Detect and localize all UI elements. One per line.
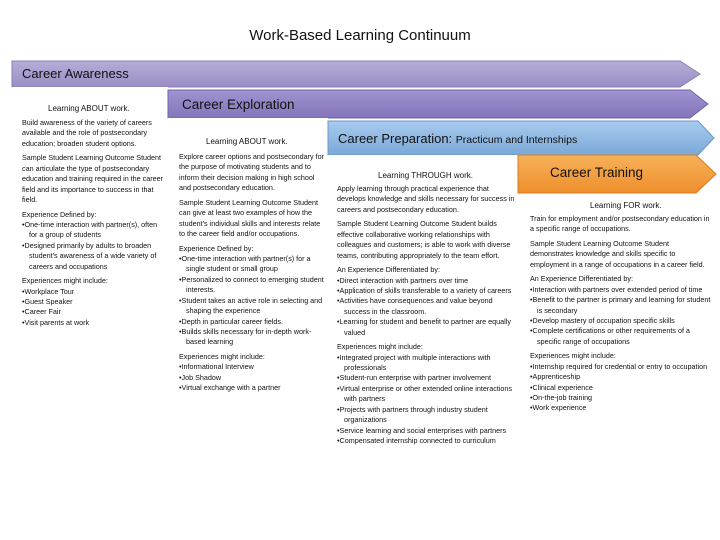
list-item: • One-time interaction with partner(s), often for a group of students [22, 220, 165, 241]
list-item: • Apprenticeship [530, 372, 712, 382]
exploration-learning: Learning ABOUT work. [206, 137, 288, 146]
exploration-heading: Career Exploration [182, 97, 295, 112]
list-item: • Interaction with partners over extended period of time [530, 285, 712, 295]
awareness-column [22, 118, 165, 332]
awareness-intro: Build awareness of the variety of careers available and the role of postsecondary education; broaden student options. [22, 118, 152, 148]
exploration-examples-label: Experiences might include: [179, 351, 265, 361]
preparation-outcome: Sample Student Learning Outcome Student builds effective collaborative working relationships with colleagues and customers; is able to work with diverse teams, contributing appropriately to the team effort. [337, 219, 511, 260]
preparation-heading [338, 131, 577, 146]
list-item: • Projects with partners through industry student organizations [337, 405, 517, 426]
list-item: • Personalized to connect to emerging student interests. [179, 275, 325, 296]
exploration-intro: Explore career options and postsecondary for the purpose of motivating students and to inform their decision making in high school and postsecondary education. [179, 152, 325, 193]
list-item: • Integrated project with multiple interactions with professionals [337, 353, 517, 374]
training-column [530, 214, 712, 418]
awareness-heading: Career Awareness [22, 66, 129, 81]
exploration-column [179, 152, 325, 398]
training-examples-label: Experiences might include: [530, 351, 616, 361]
training-outcome: Sample Student Learning Outcome Student demonstrates knowledge and skills specific to employment in a range of occupations in a career field. [530, 238, 705, 269]
list-item: • Student-run enterprise with partner involvement [337, 373, 517, 383]
list-item: • Designed primarily by adults to broaden student’s awareness of a wide variety of careers and occupations [22, 241, 165, 272]
preparation-intro: Apply learning through practical experience that develops knowledge and skills necessary for success in careers and postsecondary education. [337, 184, 515, 214]
list-item: • Job Shadow [179, 373, 325, 383]
list-item: • One-time interaction with partner(s) for a single student or small group [179, 254, 325, 275]
preparation-subheading: Practicum and Internships [455, 134, 578, 146]
preparation-examples-label: Experiences might include: [337, 342, 423, 352]
list-item: • Complete certifications or other requirements of a specific range of occupations [530, 326, 712, 347]
exploration-outcome: Sample Student Learning Outcome Student can give at least two examples of how the student’s individual skills and interests relate to the career field and/or occupations. [179, 197, 321, 239]
list-item: • Learning for student and benefit to partner are equally valued [337, 317, 517, 338]
preparation-defined-label: An Experience Differentiated by: [337, 265, 440, 275]
training-defined-list [530, 285, 712, 348]
list-item: • Compensated internship connected to curriculum [337, 436, 517, 446]
awareness-outcome: Sample Student Learning Outcome Student can articulate the type of postsecondary education and training required in the career field and its importance to success in that field. [22, 153, 164, 205]
preparation-heading-main: Career Preparation: [338, 131, 453, 146]
exploration-examples-list [179, 362, 325, 393]
preparation-learning: Learning THROUGH work. [378, 171, 473, 180]
training-learning: Learning FOR work. [590, 201, 662, 210]
list-item: • Guest Speaker [22, 297, 165, 307]
list-item: • Builds skills necessary for in-depth work-based learning [179, 327, 325, 348]
exploration-defined-list [179, 254, 325, 348]
exploration-defined-label: Experience Defined by: [179, 243, 254, 253]
awareness-learning: Learning ABOUT work. [48, 104, 130, 113]
list-item: • Career Fair [22, 307, 165, 317]
training-intro: Train for employment and/or postsecondary education in a specific range of occupations. [530, 214, 710, 234]
list-item: • Workplace Tour [22, 287, 165, 297]
list-item: • Activities have consequences and value beyond success in the classroom. [337, 296, 517, 317]
awareness-defined-list [22, 220, 165, 272]
preparation-column [337, 184, 517, 451]
awareness-defined-label: Experience Defined by: [22, 209, 97, 219]
list-item: • Application of skills transferable to a variety of careers [337, 286, 517, 296]
training-heading: Career Training [550, 165, 644, 180]
list-item: • Direct interaction with partners over time [337, 276, 517, 286]
list-item: • Work experience [530, 403, 712, 413]
list-item: • Virtual enterprise or other extended online interactions with partners [337, 384, 517, 405]
training-examples-list [530, 362, 712, 414]
list-item: • Informational Interview [179, 362, 325, 372]
list-item: • Visit parents at work [22, 318, 165, 328]
list-item: • On-the-job training [530, 393, 712, 403]
preparation-examples-list [337, 353, 517, 447]
list-item: • Student takes an active role in selecting and shaping the experience [179, 296, 325, 317]
awareness-examples-list [22, 287, 165, 329]
page-title: Work-Based Learning Continuum [249, 27, 471, 44]
preparation-defined-list [337, 276, 517, 339]
list-item: • Clinical experience [530, 383, 712, 393]
list-item: • Develop mastery of occupation specific skills [530, 316, 712, 326]
list-item: • Virtual exchange with a partner [179, 383, 325, 393]
list-item: • Benefit to the partner is primary and learning for student is secondary [530, 295, 712, 316]
list-item: • Depth in particular career fields. [179, 317, 325, 327]
training-defined-label: An Experience Differentiated by: [530, 274, 633, 284]
awareness-examples-label: Experiences might include: [22, 276, 108, 286]
list-item: • Service learning and social enterprises with partners [337, 426, 517, 436]
list-item: • Internship required for credential or entry to occupation [530, 362, 712, 372]
